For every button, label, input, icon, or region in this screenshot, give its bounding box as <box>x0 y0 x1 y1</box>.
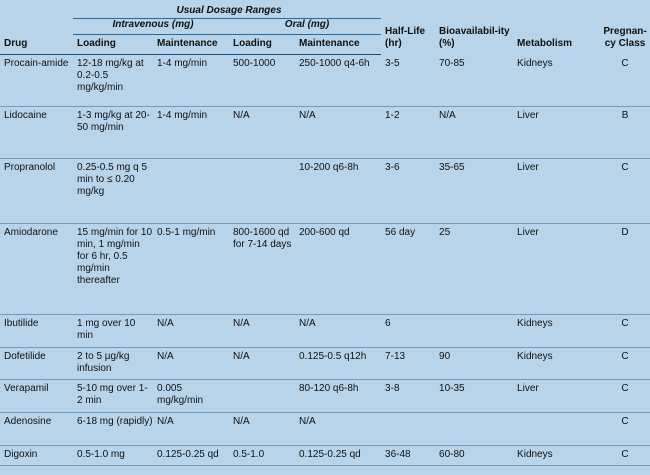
half-life-cell: 6 <box>381 315 435 348</box>
metabolism-cell: Liver <box>513 107 600 159</box>
bioavailability-cell <box>435 315 513 348</box>
iv-maintenance-cell: N/A <box>153 413 229 446</box>
metabolism-cell: Liver <box>513 380 600 413</box>
bioavailability-cell <box>435 413 513 446</box>
iv-maintenance-cell: 0.5-1 mg/min <box>153 224 229 315</box>
metabolism-cell: Kidneys <box>513 348 600 380</box>
table-row <box>0 413 650 446</box>
intravenous-heading: Intravenous (mg) <box>73 19 229 35</box>
pregnancy-class-cell: C <box>600 446 650 466</box>
pregnancy-class-heading: Pregnan-cy Class <box>603 25 647 49</box>
iv-maintenance-cell: 0.005 mg/kg/min <box>153 380 229 413</box>
oral-loading-cell: N/A <box>229 413 295 446</box>
iv-loading-cell: 5-10 mg over 1-2 min <box>73 380 153 413</box>
drug-cell: Procain-amide <box>0 55 73 107</box>
table-row <box>0 55 650 107</box>
pregnancy-class-cell: C <box>600 413 650 446</box>
bioavailability-cell: 25 <box>435 224 513 315</box>
table-body <box>0 55 650 466</box>
oral-maintenance-cell: N/A <box>295 413 381 446</box>
iv-maintenance-cell: 1-4 mg/min <box>153 55 229 107</box>
iv-loading-cell: 0.25-0.5 mg q 5 min to ≤ 0.20 mg/kg <box>73 159 153 224</box>
iv-loading-cell: 6-18 mg (rapidly) <box>73 413 153 446</box>
iv-maintenance-cell: N/A <box>153 348 229 380</box>
metabolism-cell: Kidneys <box>513 315 600 348</box>
table-row <box>0 315 650 348</box>
iv-loading-cell: 1-3 mg/kg at 20-50 mg/min <box>73 107 153 159</box>
metabolism-heading: Metabolism <box>517 37 573 49</box>
half-life-heading: Half-Life (hr) <box>385 25 426 49</box>
metabolism-cell: Liver <box>513 224 600 315</box>
oral-maintenance-cell: 0.125-0.25 qd <box>295 446 381 466</box>
oral-maintenance-cell: 80-120 q6-8h <box>295 380 381 413</box>
bioavailability-cell: 70-85 <box>435 55 513 107</box>
table-row <box>0 348 650 380</box>
drug-cell: Adenosine <box>0 413 73 446</box>
oral-maintenance-cell: 10-200 q6-8h <box>295 159 381 224</box>
iv-loading-cell: 15 mg/min for 10 min, 1 mg/min for 6 hr, 0.5 mg/min thereafter <box>73 224 153 315</box>
oral-loading-cell: N/A <box>229 348 295 380</box>
table-row <box>0 224 650 315</box>
pregnancy-class-cell: C <box>600 315 650 348</box>
iv-maintenance-cell <box>153 159 229 224</box>
half-life-cell: 3-8 <box>381 380 435 413</box>
iv-maintenance-cell: 0.125-0.25 qd <box>153 446 229 466</box>
oral-loading-cell: 800-1600 qd for 7-14 days <box>229 224 295 315</box>
pregnancy-class-cell: C <box>600 159 650 224</box>
usual-dosage-ranges-heading: Usual Dosage Ranges <box>73 0 381 19</box>
iv-loading-cell: 2 to 5 µg/kg infusion <box>73 348 153 380</box>
pregnancy-class-cell: B <box>600 107 650 159</box>
bioavailability-cell: 10-35 <box>435 380 513 413</box>
oral-maintenance-cell: N/A <box>295 315 381 348</box>
oral-maintenance-cell: N/A <box>295 107 381 159</box>
oral-loading-cell: 500-1000 <box>229 55 295 107</box>
oral-maintenance-heading: Maintenance <box>295 35 381 55</box>
drug-cell: Propranolol <box>0 159 73 224</box>
drug-cell: Dofetilide <box>0 348 73 380</box>
drug-heading: Drug <box>0 35 73 55</box>
half-life-cell: 3-6 <box>381 159 435 224</box>
pregnancy-class-cell: C <box>600 380 650 413</box>
bioavailability-cell: 60-80 <box>435 446 513 466</box>
metabolism-cell: Liver <box>513 159 600 224</box>
oral-loading-heading: Loading <box>229 35 295 55</box>
table-row <box>0 159 650 224</box>
oral-loading-cell: N/A <box>229 315 295 348</box>
drug-cell: Digoxin <box>0 446 73 466</box>
oral-loading-cell <box>229 159 295 224</box>
iv-maintenance-cell: N/A <box>153 315 229 348</box>
bioavailability-cell: 90 <box>435 348 513 380</box>
iv-maintenance-cell: 1-4 mg/min <box>153 107 229 159</box>
bioavailability-cell: 35-65 <box>435 159 513 224</box>
drug-cell: Verapamil <box>0 380 73 413</box>
oral-loading-cell: N/A <box>229 107 295 159</box>
half-life-cell: 1-2 <box>381 107 435 159</box>
pregnancy-class-cell: C <box>600 55 650 107</box>
oral-heading: Oral (mg) <box>229 19 381 35</box>
bioavailability-heading: Bioavailabil-ity (%) <box>439 25 510 49</box>
drug-cell: Ibutilide <box>0 315 73 348</box>
pregnancy-class-cell: C <box>600 348 650 380</box>
drug-cell: Amiodarone <box>0 224 73 315</box>
half-life-cell <box>381 413 435 446</box>
oral-loading-cell: 0.5-1.0 <box>229 446 295 466</box>
iv-loading-heading: Loading <box>73 35 153 55</box>
metabolism-cell: Kidneys <box>513 55 600 107</box>
oral-maintenance-cell: 0.125-0.5 q12h <box>295 348 381 380</box>
iv-loading-cell: 0.5-1.0 mg <box>73 446 153 466</box>
table-row <box>0 446 650 466</box>
drug-cell: Lidocaine <box>0 107 73 159</box>
bioavailability-cell: N/A <box>435 107 513 159</box>
iv-loading-cell: 12-18 mg/kg at 0.2-0.5 mg/kg/min <box>73 55 153 107</box>
iv-maintenance-heading: Maintenance <box>153 35 229 55</box>
half-life-cell: 3-5 <box>381 55 435 107</box>
half-life-cell: 36-48 <box>381 446 435 466</box>
iv-loading-cell: 1 mg over 10 min <box>73 315 153 348</box>
half-life-cell: 56 day <box>381 224 435 315</box>
metabolism-cell <box>513 413 600 446</box>
metabolism-cell: Kidneys <box>513 446 600 466</box>
half-life-cell: 7-13 <box>381 348 435 380</box>
table-row <box>0 107 650 159</box>
oral-maintenance-cell: 250-1000 q4-6h <box>295 55 381 107</box>
table-row <box>0 380 650 413</box>
pregnancy-class-cell: D <box>600 224 650 315</box>
oral-loading-cell <box>229 380 295 413</box>
table-header <box>0 0 650 55</box>
oral-maintenance-cell: 200-600 qd <box>295 224 381 315</box>
